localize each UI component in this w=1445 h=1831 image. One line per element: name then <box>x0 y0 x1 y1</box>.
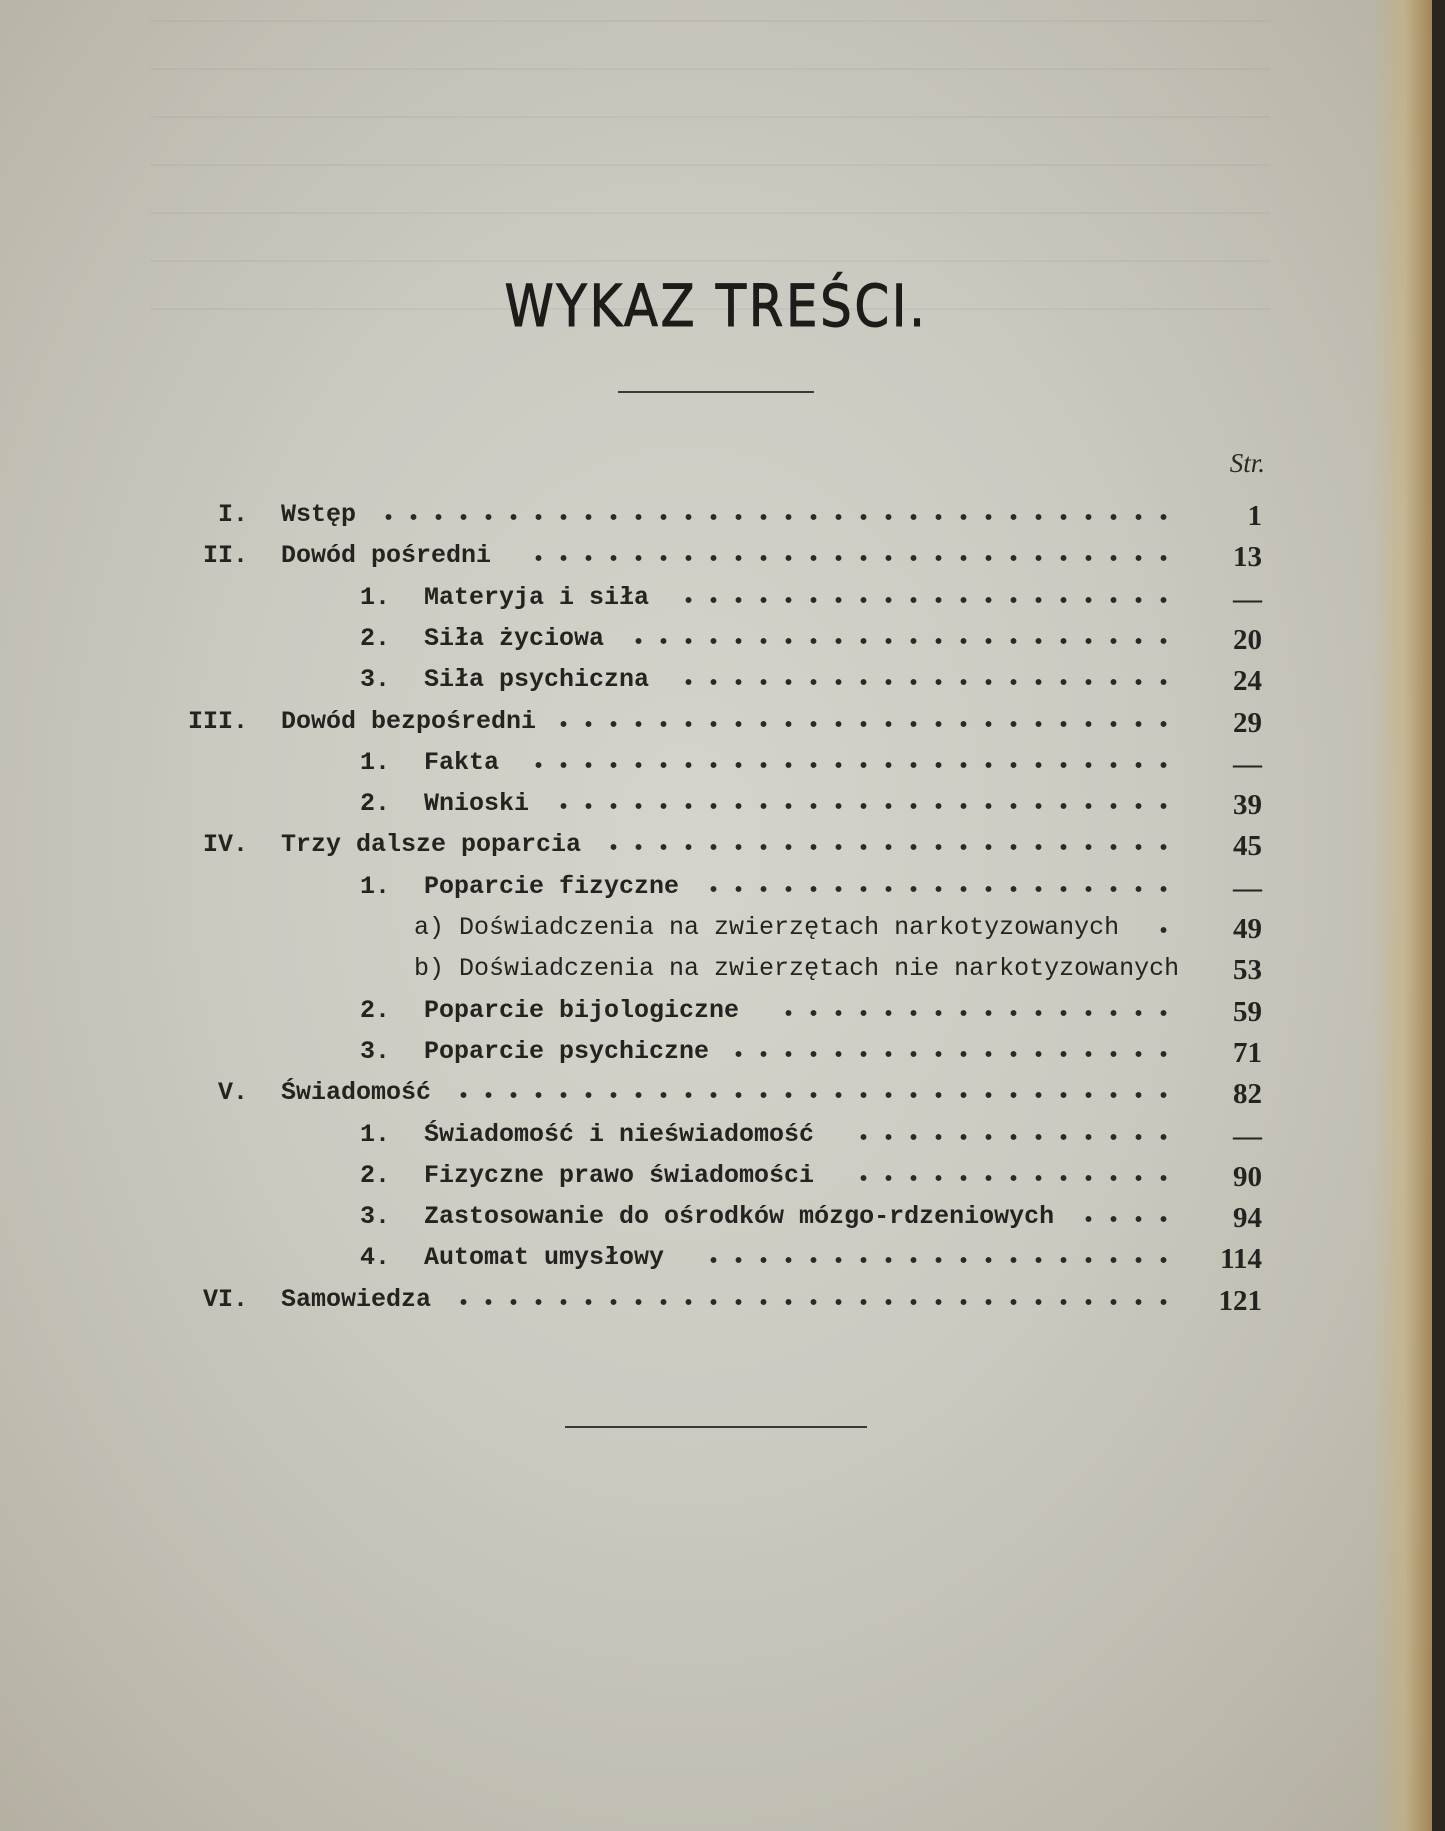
toc-entry-number: 4. <box>359 1243 390 1273</box>
toc-entry-label: Dowód pośredni <box>281 541 492 571</box>
toc-entry <box>0 946 1432 987</box>
toc-entry-page: 45 <box>1233 830 1262 863</box>
toc-entry <box>0 864 1432 905</box>
toc-entry-number: 3. <box>359 1036 390 1066</box>
toc-entry-page: 20 <box>1233 623 1262 656</box>
toc-entry-page: 29 <box>1233 706 1262 739</box>
toc-entry <box>0 657 1432 698</box>
dot-leader <box>776 996 1176 1026</box>
toc-entry-number: 1. <box>359 871 390 901</box>
toc-entry-number: I. <box>217 500 248 529</box>
toc-entry-number: VI. <box>202 1284 248 1314</box>
dot-leader <box>851 1161 1176 1191</box>
toc-entry-page: 94 <box>1233 1202 1262 1235</box>
toc-entry-page: 90 <box>1233 1160 1262 1193</box>
toc-entry-page: 82 <box>1233 1078 1262 1111</box>
toc-entry-number: 1. <box>359 582 390 612</box>
toc-entry <box>0 575 1432 616</box>
toc-entry-number: 1. <box>359 1119 390 1149</box>
toc-entry-number: II. <box>202 541 248 571</box>
toc-entry-label: Poparcie fizyczne <box>424 871 680 901</box>
toc-entry-page: 114 <box>1220 1243 1262 1276</box>
toc-entry-page: 1 <box>1247 500 1262 532</box>
toc-entry-number: 3. <box>359 1202 390 1232</box>
toc-entry-label: Materyja i siła <box>424 582 650 612</box>
dot-leader <box>1076 1202 1176 1232</box>
toc-entry <box>0 1112 1432 1153</box>
toc-entry-label: Automat umysłowy <box>424 1243 665 1273</box>
toc-entry-number: 2. <box>359 1160 390 1190</box>
toc-entry-page: 53 <box>1233 954 1262 987</box>
toc-entry-number: V. <box>217 1078 248 1108</box>
toc-entry <box>0 1153 1432 1194</box>
toc-entry-label: b) Doświadczenia na zwierzętach nie narkotyzowanych <box>414 954 1180 984</box>
toc-entry <box>0 822 1432 863</box>
dot-leader <box>601 830 1176 860</box>
dot-leader <box>451 1078 1176 1108</box>
toc-entry <box>0 1070 1432 1111</box>
toc-entry-number: 3. <box>359 665 390 695</box>
dot-leader <box>701 1243 1176 1273</box>
toc-entry <box>0 616 1432 657</box>
toc-entry-label: Poparcie bijologiczne <box>424 995 740 1025</box>
toc-entry <box>0 740 1432 781</box>
toc-entry <box>0 905 1432 946</box>
dot-leader <box>676 665 1176 695</box>
toc-entry-page: 121 <box>1218 1284 1262 1317</box>
toc-entry <box>0 1277 1432 1318</box>
page-column-header: Str. <box>1229 448 1265 478</box>
toc-entry-page: 59 <box>1233 995 1262 1028</box>
dot-leader <box>701 872 1176 902</box>
toc-entry-label: Siła psychiczna <box>424 665 650 695</box>
toc-entry-label: Świadomość i nieświadomość <box>424 1119 815 1149</box>
title-rule <box>618 391 814 393</box>
toc-entry <box>0 1194 1432 1235</box>
toc-entry-page: — <box>1233 871 1262 904</box>
toc-entry-label: Trzy dalsze poparcia <box>281 830 582 860</box>
dot-leader <box>626 624 1176 654</box>
toc-entry-label: Samowiedza <box>281 1284 432 1314</box>
toc-entry-label: Dowód bezpośredni <box>281 706 537 736</box>
toc-entry-number: IV. <box>202 830 248 860</box>
toc-entry <box>0 1235 1432 1276</box>
toc-entry-page: 49 <box>1233 913 1262 945</box>
toc-entry <box>0 533 1432 574</box>
toc-entry-label: Fizyczne prawo świadomości <box>424 1160 815 1190</box>
toc-entry <box>0 492 1432 533</box>
toc-entry-page: — <box>1233 747 1262 780</box>
toc-entry-page: 13 <box>1233 541 1262 574</box>
toc-entry-number: 2. <box>359 995 390 1025</box>
dot-leader <box>676 583 1176 613</box>
dot-leader <box>526 748 1176 778</box>
toc-entry <box>0 988 1432 1029</box>
toc-entry-label: Świadomość <box>281 1078 432 1108</box>
toc-entry-page: — <box>1233 1119 1262 1152</box>
toc-entry-label: a) Doświadczenia na zwierzętach narkotyzowanych <box>414 913 1120 942</box>
toc-entry-page: 24 <box>1233 665 1262 698</box>
toc-entry-label: Fakta <box>424 747 500 777</box>
dot-leader <box>376 500 1176 530</box>
closing-rule <box>565 1426 867 1428</box>
toc-entry-page: 71 <box>1233 1036 1262 1069</box>
dot-leader <box>726 1037 1176 1067</box>
dot-leader <box>551 707 1176 737</box>
toc-entry-label: Poparcie psychiczne <box>424 1036 710 1066</box>
toc-entry-label: Wstęp <box>281 500 357 529</box>
toc-entry-label: Wnioski <box>424 789 530 819</box>
toc-entry <box>0 781 1432 822</box>
toc-entry-number: 2. <box>359 623 390 653</box>
dot-leader <box>451 1285 1176 1315</box>
toc-entry-number: III. <box>188 706 249 736</box>
toc-entry-page: 39 <box>1233 789 1262 822</box>
dot-leader <box>551 789 1176 819</box>
dot-leader <box>526 541 1176 571</box>
toc-entry <box>0 1029 1432 1070</box>
toc-entry <box>0 699 1432 740</box>
toc-entry-number: 2. <box>359 789 390 819</box>
dot-leader <box>851 1120 1176 1150</box>
toc-entry-label: Zastosowanie do ośrodków mózgo-rdzeniowych <box>424 1202 1055 1232</box>
toc-entry-page: — <box>1233 582 1262 615</box>
page-title: WYKAZ TREŚCI. <box>504 272 928 340</box>
toc-entry-label: Siła życiowa <box>424 623 605 653</box>
toc-entry-number: 1. <box>359 747 390 777</box>
